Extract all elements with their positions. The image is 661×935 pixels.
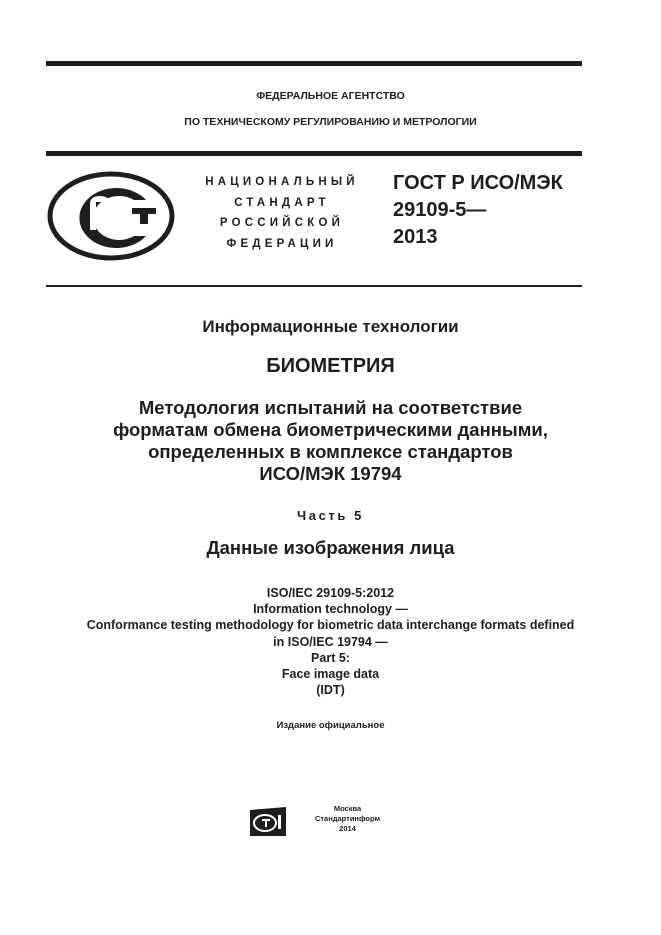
- main-title-line: форматам обмена биометрическими данными,: [113, 419, 548, 440]
- national-standard-label: [196, 172, 368, 254]
- top-rule: [46, 61, 582, 66]
- standard-designation: [393, 170, 563, 251]
- national-standard-line: СТАНДАРТ: [234, 196, 330, 209]
- designation-line: 29109-5—: [393, 199, 487, 221]
- designation-line: ГОСТ Р ИСО/МЭК: [393, 172, 563, 194]
- main-title-line: Методология испытаний на соответствие: [138, 397, 523, 418]
- national-standard-line: НАЦИОНАЛЬНЫЙ: [205, 176, 359, 188]
- edition-label: Издание официальное: [276, 720, 385, 731]
- original-line: (IDT): [316, 683, 345, 698]
- publisher-imprint: [305, 804, 390, 834]
- national-standard-line: РОССИЙСКОЙ: [219, 217, 345, 229]
- original-line: Conformance testing methodology for biometric data interchange formats defined: [86, 618, 575, 633]
- main-title-line: определенных в комплексе стандартов: [148, 441, 513, 462]
- standartinform-logo-icon: [248, 806, 288, 838]
- national-standard-line: ФЕДЕРАЦИИ: [226, 237, 338, 250]
- original-line: ISO/IEC 29109-5:2012: [266, 586, 395, 600]
- part-title: Данные изображения лица: [206, 537, 455, 558]
- main-title: [0, 397, 661, 485]
- original-line: Information technology —: [253, 602, 408, 617]
- original-line: Face image data: [281, 667, 380, 682]
- original-line: Part 5:: [311, 650, 350, 665]
- field-title: Информационные технологии: [202, 317, 459, 336]
- part-label: Часть 5: [297, 508, 364, 523]
- topic-title: БИОМЕТРИЯ: [266, 355, 395, 377]
- agency-line-1: ФЕДЕРАЛЬНОЕ АГЕНТСТВО: [256, 90, 405, 102]
- original-standard-reference: [0, 585, 661, 698]
- publisher-year: 2014: [339, 824, 356, 833]
- main-title-line: ИСО/МЭК 19794: [259, 463, 402, 484]
- original-line: in ISO/IEC 19794 —: [273, 634, 388, 649]
- agency-line-2: ПО ТЕХНИЧЕСКОМУ РЕГУЛИРОВАНИЮ И МЕТРОЛОГИИ: [184, 116, 477, 128]
- gost-r-rst-logo-icon: [46, 170, 176, 262]
- middle-rule: [46, 151, 582, 156]
- publisher-name: Стандартинформ: [314, 814, 381, 823]
- publisher-city: Москва: [333, 804, 362, 813]
- bottom-rule: [46, 285, 582, 287]
- designation-line: 2013: [393, 226, 438, 248]
